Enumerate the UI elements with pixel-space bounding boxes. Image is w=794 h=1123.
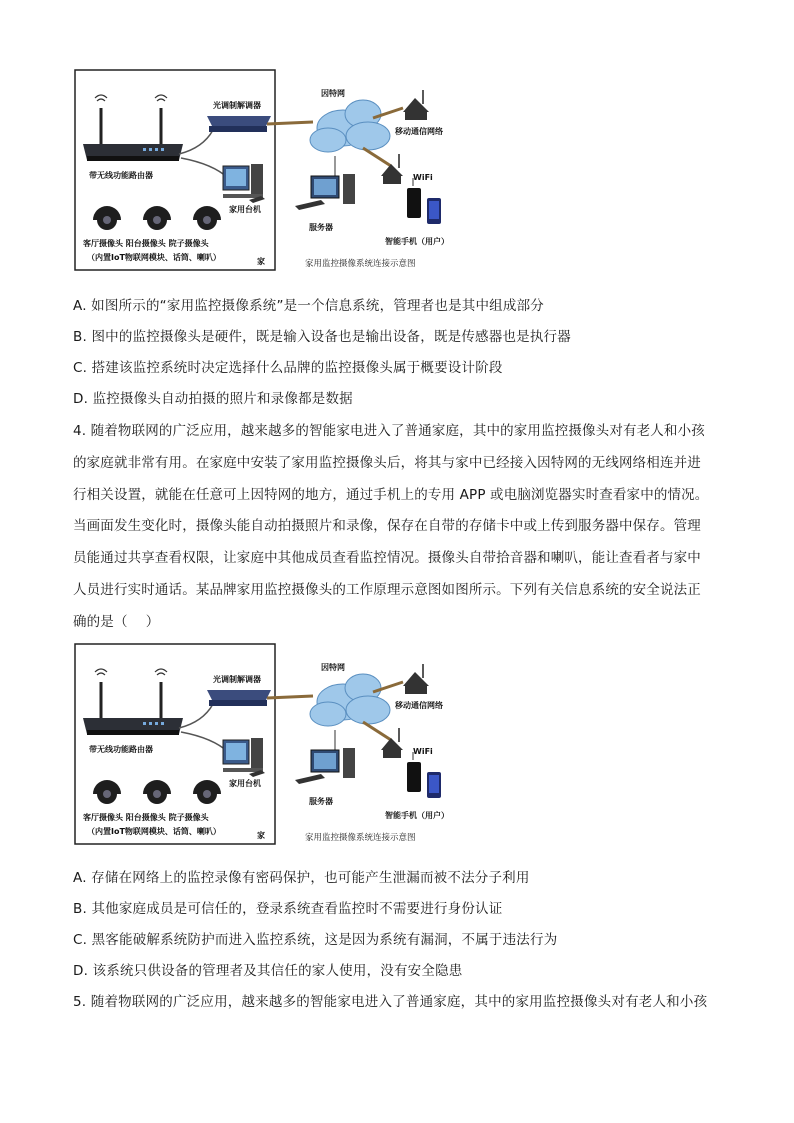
wifi-icon — [381, 728, 403, 758]
q4-line: 员能通过共享查看权限，让家庭中其他成员查看监控情况。摄像头自带拾音器和喇叭，能让查看者与家中 — [73, 550, 701, 567]
q4-line: 行相关设置，就能在任意可上因特网的地方，通过手机上的专用 APP 或电脑浏览器实时查看家中的情况。 — [73, 486, 709, 503]
q4-line: 4. 随着物联网的广泛应用，越来越多的智能家电进入了普通家庭，其中的家用监控摄像头对有老人和小孩 — [73, 423, 705, 439]
svg-text:WiFi: WiFi — [413, 173, 433, 182]
svg-text:客厅摄像头 阳台摄像头 院子摄像头: 客厅摄像头 阳台摄像头 院子摄像头 — [83, 813, 209, 822]
svg-text:因特网: 因特网 — [321, 663, 345, 672]
svg-text:家用监控摄像系统连接示意图: 家用监控摄像系统连接示意图 — [305, 259, 416, 269]
q4-line: 人员进行实时通话。某品牌家用监控摄像头的工作原理示意图如图所示。下列有关信息系统的安全说法正 — [73, 581, 701, 598]
svg-text:客厅摄像头 阳台摄像头 院子摄像头: 客厅摄像头 阳台摄像头 院子摄像头 — [83, 239, 209, 248]
svg-text:家用监控摄像系统连接示意图: 家用监控摄像系统连接示意图 — [305, 833, 416, 843]
camera-icons — [93, 780, 221, 804]
question-4-stem — [73, 416, 733, 639]
internet-cloud-icon — [310, 100, 390, 152]
q4-line: 的家庭就非常有用。在家庭中安装了家用监控摄像头后，将其与家中已经接入因特网的无线网络相连并进 — [73, 454, 701, 471]
wifi-icon — [381, 154, 403, 184]
q3-option-a: A. 如图所示的“家用监控摄像系统”是一个信息系统，管理者也是其中组成部分 — [73, 298, 544, 314]
question-5-first-line: 5. 随着物联网的广泛应用，越来越多的智能家电进入了普通家庭，其中的家用监控摄像头对有老人和小孩 — [73, 994, 708, 1010]
svg-text:服务器: 服务器 — [309, 797, 333, 806]
svg-text:服务器: 服务器 — [309, 223, 333, 232]
q4-option-c: C. 黑客能破解系统防护而进入监控系统，这是因为系统有漏洞，不属于违法行为 — [73, 932, 558, 948]
q3-option-c: C. 搭建该监控系统时决定选择什么品牌的监控摄像头属于概要设计阶段 — [73, 360, 503, 376]
svg-text:因特网: 因特网 — [321, 89, 345, 98]
q4-option-b: B. 其他家庭成员是可信任的，登录系统查看监控时不需要进行身份认证 — [73, 901, 503, 917]
desktop-icon — [223, 738, 265, 777]
svg-text:智能手机（用户）: 智能手机（用户） — [385, 237, 449, 246]
modem-icon — [207, 690, 271, 706]
smartphone-icon — [407, 178, 441, 224]
server-icon — [295, 748, 355, 784]
svg-text:移动通信网络: 移动通信网络 — [395, 701, 443, 710]
system-diagram-figure — [73, 68, 473, 274]
q4-line: 当画面发生变化时，摄像头能自动拍摄照片和录像，保存在自带的存储卡中或上传到服务器中保存。管理 — [73, 518, 701, 535]
svg-text:光调制解调器: 光调制解调器 — [213, 101, 261, 110]
q4-option-d: D. 该系统只供设备的管理者及其信任的家人使用，没有安全隐患 — [73, 963, 463, 979]
tower-icon — [403, 664, 429, 694]
svg-text:家用台机: 家用台机 — [229, 205, 261, 214]
q3-option-b: B. 图中的监控摄像头是硬件，既是输入设备也是输出设备，既是传感器也是执行器 — [73, 329, 571, 345]
desktop-icon — [223, 164, 265, 203]
q3-option-d: D. 监控摄像头自动拍摄的照片和录像都是数据 — [73, 391, 353, 407]
modem-icon — [207, 116, 271, 132]
internet-cloud-icon — [310, 674, 390, 726]
camera-icons — [93, 206, 221, 230]
svg-text:（内置IoT物联网模块、话筒、喇叭）: （内置IoT物联网模块、话筒、喇叭） — [87, 827, 221, 836]
system-diagram-figure — [73, 642, 473, 848]
svg-text:WiFi: WiFi — [413, 747, 433, 756]
svg-text:带无线功能路由器: 带无线功能路由器 — [89, 745, 153, 754]
svg-text:家: 家 — [257, 831, 265, 840]
svg-text:家用台机: 家用台机 — [229, 779, 261, 788]
svg-text:家: 家 — [257, 257, 265, 266]
svg-text:带无线功能路由器: 带无线功能路由器 — [89, 171, 153, 180]
server-icon — [295, 174, 355, 210]
q4-line: 确的是（ ） — [73, 613, 160, 630]
svg-text:（内置IoT物联网模块、话筒、喇叭）: （内置IoT物联网模块、话筒、喇叭） — [87, 253, 221, 262]
tower-icon — [403, 90, 429, 120]
svg-text:移动通信网络: 移动通信网络 — [395, 127, 443, 136]
q4-option-a: A. 存储在网络上的监控录像有密码保护，也可能产生泄漏而被不法分子利用 — [73, 870, 530, 886]
svg-text:光调制解调器: 光调制解调器 — [213, 675, 261, 684]
svg-text:智能手机（用户）: 智能手机（用户） — [385, 811, 449, 820]
smartphone-icon — [407, 752, 441, 798]
